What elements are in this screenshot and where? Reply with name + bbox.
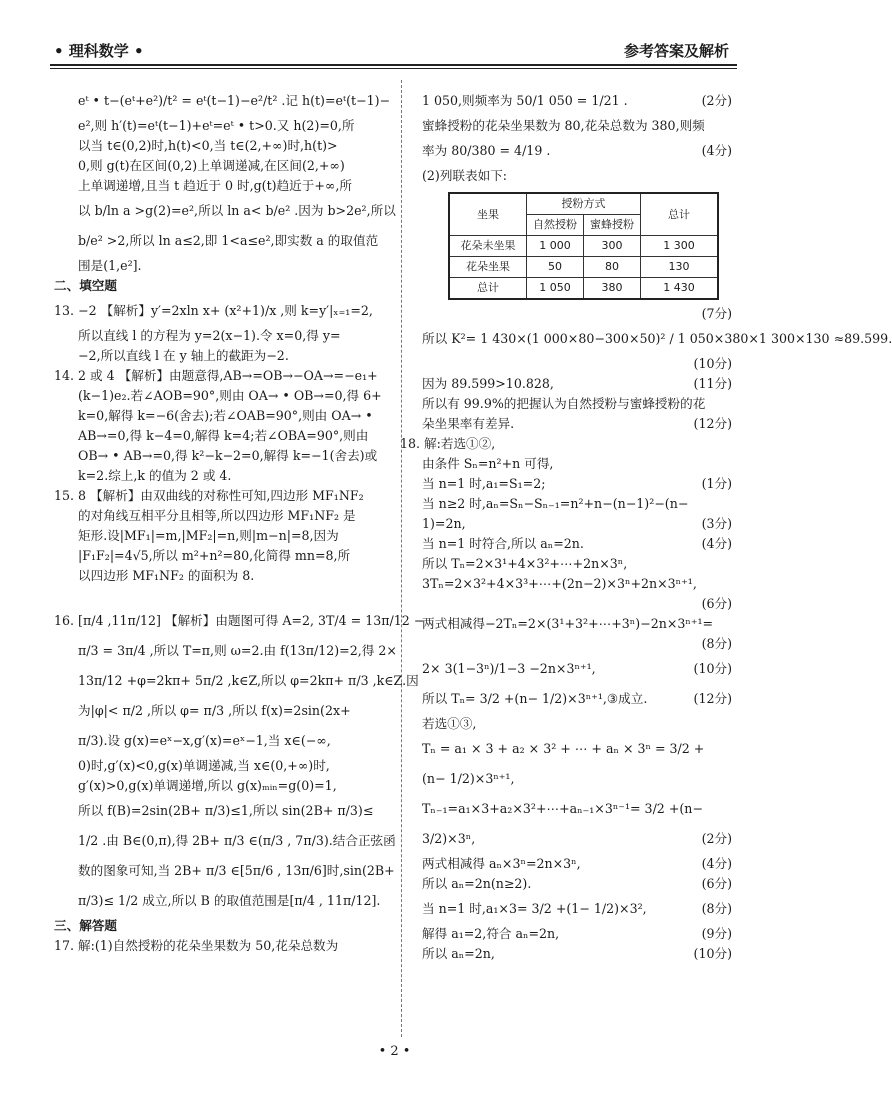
text-line [54, 176, 390, 196]
text-line [422, 534, 732, 554]
text-line [54, 296, 390, 326]
text-line [422, 794, 732, 824]
line-text: 由条件 Sₙ=n²+n 可得, [422, 456, 554, 471]
text-line [422, 374, 732, 394]
section-heading [54, 276, 390, 296]
table-row [449, 257, 718, 278]
text-line [422, 116, 732, 136]
score-marker: (8分) [701, 901, 732, 916]
score-marker: (12分) [693, 416, 732, 431]
line-text: |F₁F₂|=4√5,所以 m²+n²=80,化简得 mn=8,所 [78, 548, 351, 563]
text-line [54, 196, 396, 226]
line-text: 所以 aₙ=2n(n≥2). [422, 876, 532, 891]
text-line [422, 824, 732, 854]
text-line [54, 696, 390, 726]
text-line [422, 684, 732, 714]
score-marker: (10分) [693, 661, 732, 676]
text-line [422, 734, 732, 764]
line-text: 3/2)×3ⁿ, [422, 831, 476, 846]
text-line [54, 326, 390, 346]
line-text: (n− 1/2)×3ⁿ⁺¹, [422, 771, 515, 786]
line-text: 的对角线互相平分且相等,所以四边形 MF₁NF₂ 是 [78, 508, 356, 523]
line-text: 所以 Tₙ= 3/2 +(n− 1/2)×3ⁿ⁺¹,③成立. [422, 691, 648, 706]
score-marker: (7分) [701, 306, 732, 321]
text-line [54, 586, 390, 606]
line-text: 13. −2 【解析】y′=2xln x+ (x²+1)/x ,则 k=y′|ₓ₌₁=2, [54, 303, 373, 318]
table-cell: 300 [584, 236, 641, 257]
text-line [54, 796, 390, 826]
line-text: OB→ • AB→=0,得 k²−k−2=0,解得 k=−1(舍去)或 [78, 448, 378, 463]
answer-17-18 [400, 304, 892, 964]
subject-label: • 理科数学 • [54, 42, 144, 60]
table-cell: 1 000 [527, 236, 584, 257]
text-line [54, 386, 390, 406]
line-text: 当 n=1 时,a₁=S₁=2; [422, 476, 546, 491]
score-marker: (6分) [701, 596, 732, 611]
line-text: 当 n=1 时符合,所以 aₙ=2n. [422, 536, 584, 551]
score-marker: (4分) [701, 856, 732, 871]
text-line [422, 594, 732, 614]
line-text: (k−1)e₂.若∠AOB=90°,则由 OA→ • OB→=0,得 6+ [78, 388, 382, 403]
line-text: 16. [π/4 ,11π/12] 【解析】由题图可得 A=2, 3T/4 = 13π/12 − [54, 613, 425, 628]
table-header-total: 总计 [641, 193, 719, 236]
left-column [54, 86, 425, 956]
text-line [54, 86, 390, 116]
section-heading [54, 916, 390, 936]
text-line [422, 574, 732, 594]
text-line [54, 726, 390, 756]
line-text: 蜜蜂授粉的花朵坐果数为 80,花朵总数为 380,则频 [422, 118, 705, 133]
table-header-bee: 蜜蜂授粉 [584, 215, 641, 236]
text-line [54, 136, 390, 156]
text-line [422, 924, 732, 944]
table-row [449, 278, 718, 300]
line-text: 因为 89.599>10.828, [422, 376, 554, 391]
line-text: e²,则 h′(t)=eᵗ(t−1)+eᵗ=eᵗ • t>0.又 h(2)=0,所 [78, 118, 355, 133]
text-line [54, 606, 425, 636]
text-line [54, 466, 390, 486]
line-text: b/e² >2,所以 ln a≤2,即 1<a≤e²,即实数 a 的取值范 [78, 233, 379, 248]
line-text: eᵗ • t−(eᵗ+e²)/t² = eᵗ(t−1)−e²/t² .记 h(t)=eᵗ(t−1)− [78, 93, 391, 108]
line-text: 围是(1,e²]. [78, 258, 142, 273]
score-marker: (10分) [693, 946, 732, 961]
section-title: 参考答案及解析 [623, 42, 729, 60]
text-line [422, 944, 732, 964]
text-line [54, 566, 390, 586]
text-line [54, 116, 390, 136]
line-text: 率为 80/380 = 4/19 . [422, 143, 551, 158]
line-text: 3Tₙ=2×3²+4×3³+⋯+(2n−2)×3ⁿ+2n×3ⁿ⁺¹, [422, 576, 697, 591]
line-text: 三、解答题 [54, 918, 117, 933]
line-text: 以 b/ln a >g(2)=e²,所以 ln a< b/e² .因为 b>2e²,所以 [78, 203, 396, 218]
line-text: 13π/12 +φ=2kπ+ 5π/2 ,k∈Z,所以 φ=2kπ+ π/3 ,k∈Z.因 [78, 673, 419, 688]
score-marker: (4分) [701, 536, 732, 551]
line-text: −2,所以直线 l 在 y 轴上的截距为−2. [78, 348, 289, 363]
table-cell: 花朵未坐果 [449, 236, 527, 257]
table-cell: 花朵坐果 [449, 257, 527, 278]
line-text: 数的图象可知,当 2B+ π/3 ∈[5π/6 , 13π/6]时,sin(2B+ [78, 863, 395, 878]
score-marker: (2分) [701, 93, 732, 108]
line-text: 所以 Tₙ=2×3¹+4×3²+⋯+2n×3ⁿ, [422, 556, 628, 571]
table-row [449, 236, 718, 257]
score-marker: (3分) [701, 516, 732, 531]
text-line [422, 394, 732, 414]
header-rule [50, 64, 737, 66]
score-marker: (8分) [701, 636, 732, 651]
line-text: 所以有 99.9%的把握认为自然授粉与蜜蜂授粉的花 [422, 396, 706, 411]
line-text: 0,则 g(t)在区间(0,2)上单调递减,在区间(2,+∞) [78, 158, 345, 173]
score-marker: (4分) [701, 143, 732, 158]
line-text: (2)列联表如下: [422, 168, 508, 183]
table-header-fruit: 坐果 [449, 193, 527, 236]
text-line [422, 894, 732, 924]
line-text: π/3)≤ 1/2 成立,所以 B 的取值范围是[π/4 , 11π/12]. [78, 893, 381, 908]
line-text: 1)=2n, [422, 516, 466, 531]
text-line [422, 764, 732, 794]
score-marker: (11分) [693, 376, 732, 391]
text-line [54, 506, 390, 526]
table-cell: 1 430 [641, 278, 719, 300]
text-line [54, 406, 390, 426]
line-text: 所以 aₙ=2n, [422, 946, 495, 961]
answer-17-part1 [422, 86, 732, 186]
line-text: 若选①③, [422, 716, 477, 731]
line-text: 以当 t∈(0,2)时,h(t)<0,当 t∈(2,+∞)时,h(t)> [78, 138, 338, 153]
text-line [54, 346, 390, 366]
text-line [54, 856, 395, 886]
text-line [54, 526, 390, 546]
text-line [422, 304, 732, 324]
line-text: 18. 解:若选①②, [400, 436, 496, 451]
text-line [422, 494, 732, 514]
table-header-natural: 自然授粉 [527, 215, 584, 236]
text-line [54, 826, 396, 856]
score-marker: (9分) [701, 926, 732, 941]
text-line [54, 366, 390, 386]
line-text: 朵坐果率有差异. [422, 416, 515, 431]
line-text: 当 n=1 时,a₁×3= 3/2 +(1− 1/2)×3², [422, 901, 647, 916]
line-text: 1/2 .由 B∈(0,π),得 2B+ π/3 ∈(π/3 , 7π/3).结合正弦函 [78, 833, 396, 848]
table-cell: 1 300 [641, 236, 719, 257]
line-text: π/3).设 g(x)=eˣ−x,g′(x)=eˣ−1,当 x∈(−∞, [78, 733, 331, 748]
text-line [422, 614, 732, 634]
text-line [54, 486, 390, 506]
table-cell: 50 [527, 257, 584, 278]
line-text: 15. 8 【解析】由双曲线的对称性可知,四边形 MF₁NF₂ [54, 488, 364, 503]
right-column [400, 86, 892, 964]
column-divider [401, 80, 402, 1037]
score-marker: (10分) [693, 356, 732, 371]
text-line [54, 666, 419, 696]
table-cell: 130 [641, 257, 719, 278]
text-line [422, 654, 732, 684]
contingency-table [448, 192, 719, 300]
line-text: 矩形.设|MF₁|=m,|MF₂|=n,则|m−n|=8,因为 [78, 528, 339, 543]
table-header-pollination: 授粉方式 [527, 193, 641, 215]
text-line [54, 226, 390, 256]
line-text: 0)时,g′(x)<0,g(x)单调递减,当 x∈(0,+∞)时, [78, 758, 330, 773]
line-text: 以四边形 MF₁NF₂ 的面积为 8. [78, 568, 255, 583]
text-line [54, 636, 397, 666]
text-line [422, 324, 892, 354]
line-text: 所以直线 l 的方程为 y=2(x−1).令 x=0,得 y= [78, 328, 341, 343]
text-line [422, 354, 732, 374]
page-number: • 2 • [378, 1044, 411, 1059]
text-line [422, 854, 732, 874]
line-text: Tₙ = a₁ × 3 + a₂ × 3² + ⋯ + aₙ × 3ⁿ = 3/2 + [422, 741, 705, 756]
line-text: 解得 a₁=2,符合 aₙ=2n, [422, 926, 560, 941]
table-cell: 总计 [449, 278, 527, 300]
text-line [422, 136, 732, 166]
line-text: k=0,解得 k=−6(舍去);若∠OAB=90°,则由 OA→ • [78, 408, 373, 423]
text-line [54, 446, 390, 466]
score-marker: (1分) [701, 476, 732, 491]
line-text: 上单调递增,且当 t 趋近于 0 时,g(t)趋近于+∞,所 [78, 178, 352, 193]
text-line [400, 434, 732, 454]
text-line [54, 756, 390, 776]
table-cell: 80 [584, 257, 641, 278]
score-marker: (2分) [701, 831, 732, 846]
text-line [54, 546, 390, 566]
line-text: π/3 = 3π/4 ,所以 T=π,则 ω=2.由 f(13π/12)=2,得 2× [78, 643, 397, 658]
line-text: 所以 f(B)=2sin(2B+ π/3)≤1,所以 sin(2B+ π/3)≤ [78, 803, 374, 818]
text-line [422, 554, 732, 574]
text-line [422, 514, 732, 534]
score-marker: (12分) [693, 691, 732, 706]
table-cell: 380 [584, 278, 641, 300]
line-text: 17. 解:(1)自然授粉的花朵坐果数为 50,花朵总数为 [54, 938, 339, 953]
line-text: 所以 K²= 1 430×(1 000×80−300×50)² / 1 050×380×1 300×130 ≈89.599. [422, 331, 892, 346]
header-rule-thin [50, 68, 737, 69]
line-text: k=2.综上,k 的值为 2 或 4. [78, 468, 232, 483]
line-text: Tₙ₋₁=a₁×3+a₂×3²+⋯+aₙ₋₁×3ⁿ⁻¹= 3/2 +(n− [422, 801, 703, 816]
text-line [54, 156, 390, 176]
line-text: 1 050,则频率为 50/1 050 = 1/21 . [422, 93, 628, 108]
text-line [54, 886, 390, 916]
text-line [422, 414, 732, 434]
line-text: AB→=0,得 k−4=0,解得 k=4;若∠OBA=90°,则由 [78, 428, 369, 443]
text-line [54, 426, 390, 446]
text-line [422, 714, 732, 734]
line-text: 当 n≥2 时,aₙ=Sₙ−Sₙ₋₁=n²+n−(n−1)²−(n− [422, 496, 689, 511]
text-line [54, 256, 390, 276]
text-line [54, 936, 390, 956]
line-text: 两式相减得−2Tₙ=2×(3¹+3²+⋯+3ⁿ)−2n×3ⁿ⁺¹= [422, 616, 714, 631]
line-text: g′(x)>0,g(x)单调递增,所以 g(x)ₘᵢₙ=g(0)=1, [78, 778, 337, 793]
text-line [422, 166, 732, 186]
text-line [422, 874, 732, 894]
line-text: 二、填空题 [54, 278, 117, 293]
text-line [422, 86, 732, 116]
score-marker: (6分) [701, 876, 732, 891]
line-text: 为|φ|< π/2 ,所以 φ= π/3 ,所以 f(x)=2sin(2x+ [78, 703, 351, 718]
text-line [422, 454, 732, 474]
line-text: 两式相减得 aₙ×3ⁿ=2n×3ⁿ, [422, 856, 581, 871]
text-line [422, 634, 732, 654]
line-text: 14. 2 或 4 【解析】由题意得,AB→=OB→−OA→=−e₁+ [54, 368, 378, 383]
text-line [54, 776, 390, 796]
line-text: 2× 3(1−3ⁿ)/1−3 −2n×3ⁿ⁺¹, [422, 661, 596, 676]
table-cell: 1 050 [527, 278, 584, 300]
text-line [422, 474, 732, 494]
